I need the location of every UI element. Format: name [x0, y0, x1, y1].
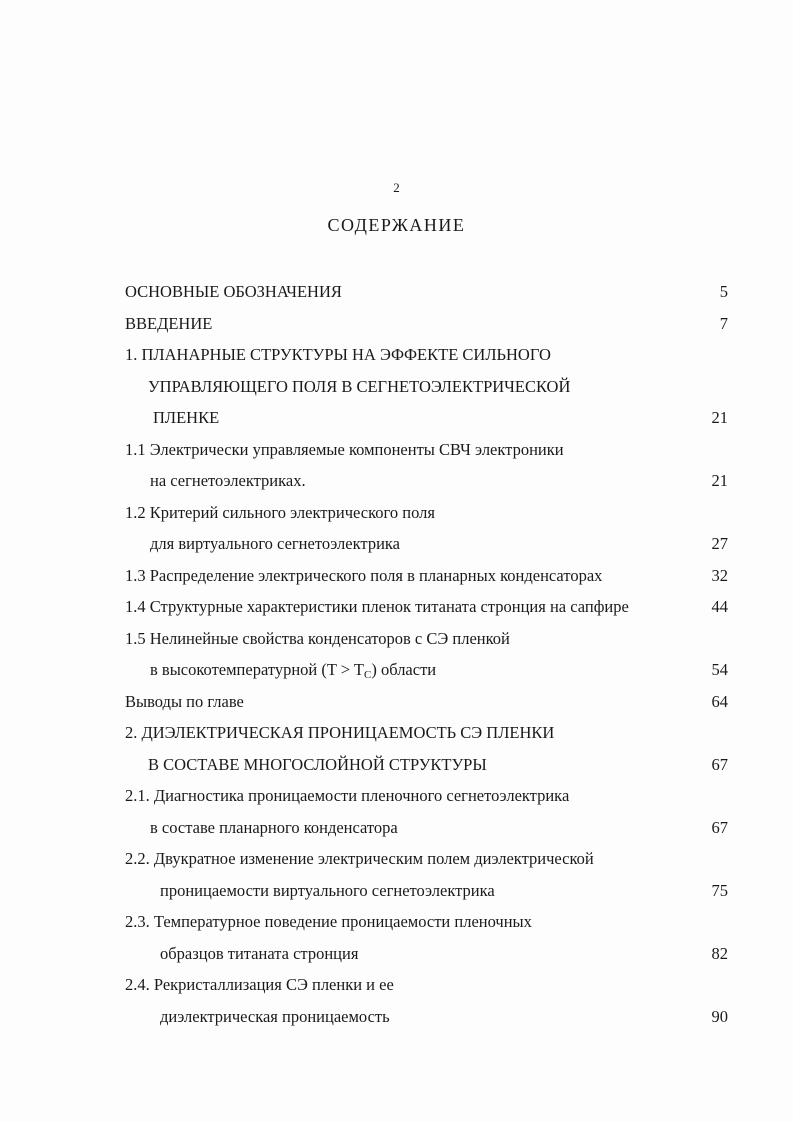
toc-entry-page: 44	[711, 597, 728, 616]
toc-entry	[0, 402, 793, 434]
toc-entry	[0, 465, 793, 497]
toc-entry-title: на сегнетоэлектриках.	[150, 471, 306, 490]
toc-entry-title: 2.3. Температурное поведение проницаемости пленочных	[125, 912, 532, 931]
toc-entry	[0, 371, 793, 403]
toc-entry-title: 2.4. Рекристаллизация СЭ пленки и ее	[125, 975, 394, 994]
toc-entry-page: 5	[719, 282, 728, 301]
toc-entry-title: ВВЕДЕНИЕ	[125, 313, 213, 333]
toc-entry	[0, 875, 793, 907]
toc-entry-title: проницаемости виртуального сегнетоэлектрика	[160, 880, 495, 900]
toc-entry-page: 21	[711, 408, 728, 427]
toc-entry	[0, 654, 793, 686]
toc-entry	[0, 591, 793, 623]
toc-entry-title: Выводы по главе	[125, 691, 244, 711]
toc-entry	[0, 969, 793, 1001]
subscript-c: C	[364, 669, 372, 681]
toc-entry	[0, 1001, 793, 1033]
toc-entry-title: диэлектрическая проницаемость	[160, 1006, 390, 1026]
toc-entry-title: УПРАВЛЯЮЩЕГО ПОЛЯ В СЕГНЕТОЭЛЕКТРИЧЕСКОЙ	[148, 376, 571, 396]
toc-entry-page: 54	[711, 660, 728, 679]
toc-entry	[0, 938, 793, 970]
toc-entry-title: для виртуального сегнетоэлектрика	[150, 534, 400, 553]
toc-entry-title: 2. ДИЭЛЕКТРИЧЕСКАЯ ПРОНИЦАЕМОСТЬ СЭ ПЛЕНКИ	[125, 723, 555, 742]
toc-entry-title: В СОСТАВЕ МНОГОСЛОЙНОЙ СТРУКТУРЫ	[148, 754, 487, 774]
toc-entry-title: ОСНОВНЫЕ ОБОЗНАЧЕНИЯ	[125, 282, 342, 301]
toc-entry	[0, 276, 793, 308]
toc-entry-title: образцов титаната стронция	[160, 943, 359, 963]
toc-entry-title: 1.4 Структурные характеристики пленок титаната стронция на сапфире	[125, 597, 629, 616]
toc-entry	[0, 717, 793, 749]
toc-entry	[0, 623, 793, 655]
toc-entry-title: 1.5 Нелинейные свойства конденсаторов с СЭ пленкой	[125, 628, 510, 648]
page-number: 2	[393, 180, 400, 195]
toc-entry-title: 2.2. Двукратное изменение электрическим полем диэлектрической	[125, 849, 594, 868]
toc-entry	[0, 749, 793, 781]
toc-entry-page: 21	[711, 471, 728, 490]
toc-entry-title: в составе планарного конденсатора	[150, 817, 398, 837]
toc-entry	[0, 339, 793, 371]
toc-entry-title: 2.1. Диагностика проницаемости пленочного сегнетоэлектрика	[125, 786, 570, 805]
toc-entry	[0, 843, 793, 875]
toc-entry-page: 75	[711, 880, 728, 900]
toc-entry	[0, 686, 793, 718]
toc-entry-page: 64	[711, 691, 728, 711]
toc-entry	[0, 560, 793, 592]
toc-entry-page: 67	[711, 817, 728, 837]
toc-entry-page: 82	[711, 943, 728, 963]
toc-entry-title: 1. ПЛАНАРНЫЕ СТРУКТУРЫ НА ЭФФЕКТЕ СИЛЬНОГО	[125, 345, 551, 364]
toc-entry-page: 67	[711, 754, 728, 774]
toc-entry-title: 1.1 Электрически управляемые компоненты СВЧ электроники	[125, 439, 564, 459]
toc-entry-title-part: в высокотемпературной (T > T	[150, 660, 364, 679]
toc-entry-title: ПЛЕНКЕ	[153, 408, 220, 427]
toc-entry	[0, 812, 793, 844]
toc-entry	[0, 308, 793, 340]
toc-entry-page: 7	[719, 313, 728, 333]
toc-entry	[0, 780, 793, 812]
toc-entry-page: 27	[711, 534, 728, 553]
toc-entry-page: 90	[711, 1006, 728, 1026]
toc-entry	[0, 497, 793, 529]
toc-entry	[0, 528, 793, 560]
table-of-contents	[0, 276, 793, 1032]
toc-entry-page: 32	[711, 565, 728, 585]
toc-entry	[0, 434, 793, 466]
toc-entry-title: 1.3 Распределение электрического поля в планарных конденсаторах	[125, 565, 603, 585]
toc-entry-title: 1.2 Критерий сильного электрического поля	[125, 502, 435, 522]
page-title: СОДЕРЖАНИЕ	[327, 215, 466, 235]
toc-entry	[0, 906, 793, 938]
toc-entry-title-part: ) области	[371, 660, 437, 679]
